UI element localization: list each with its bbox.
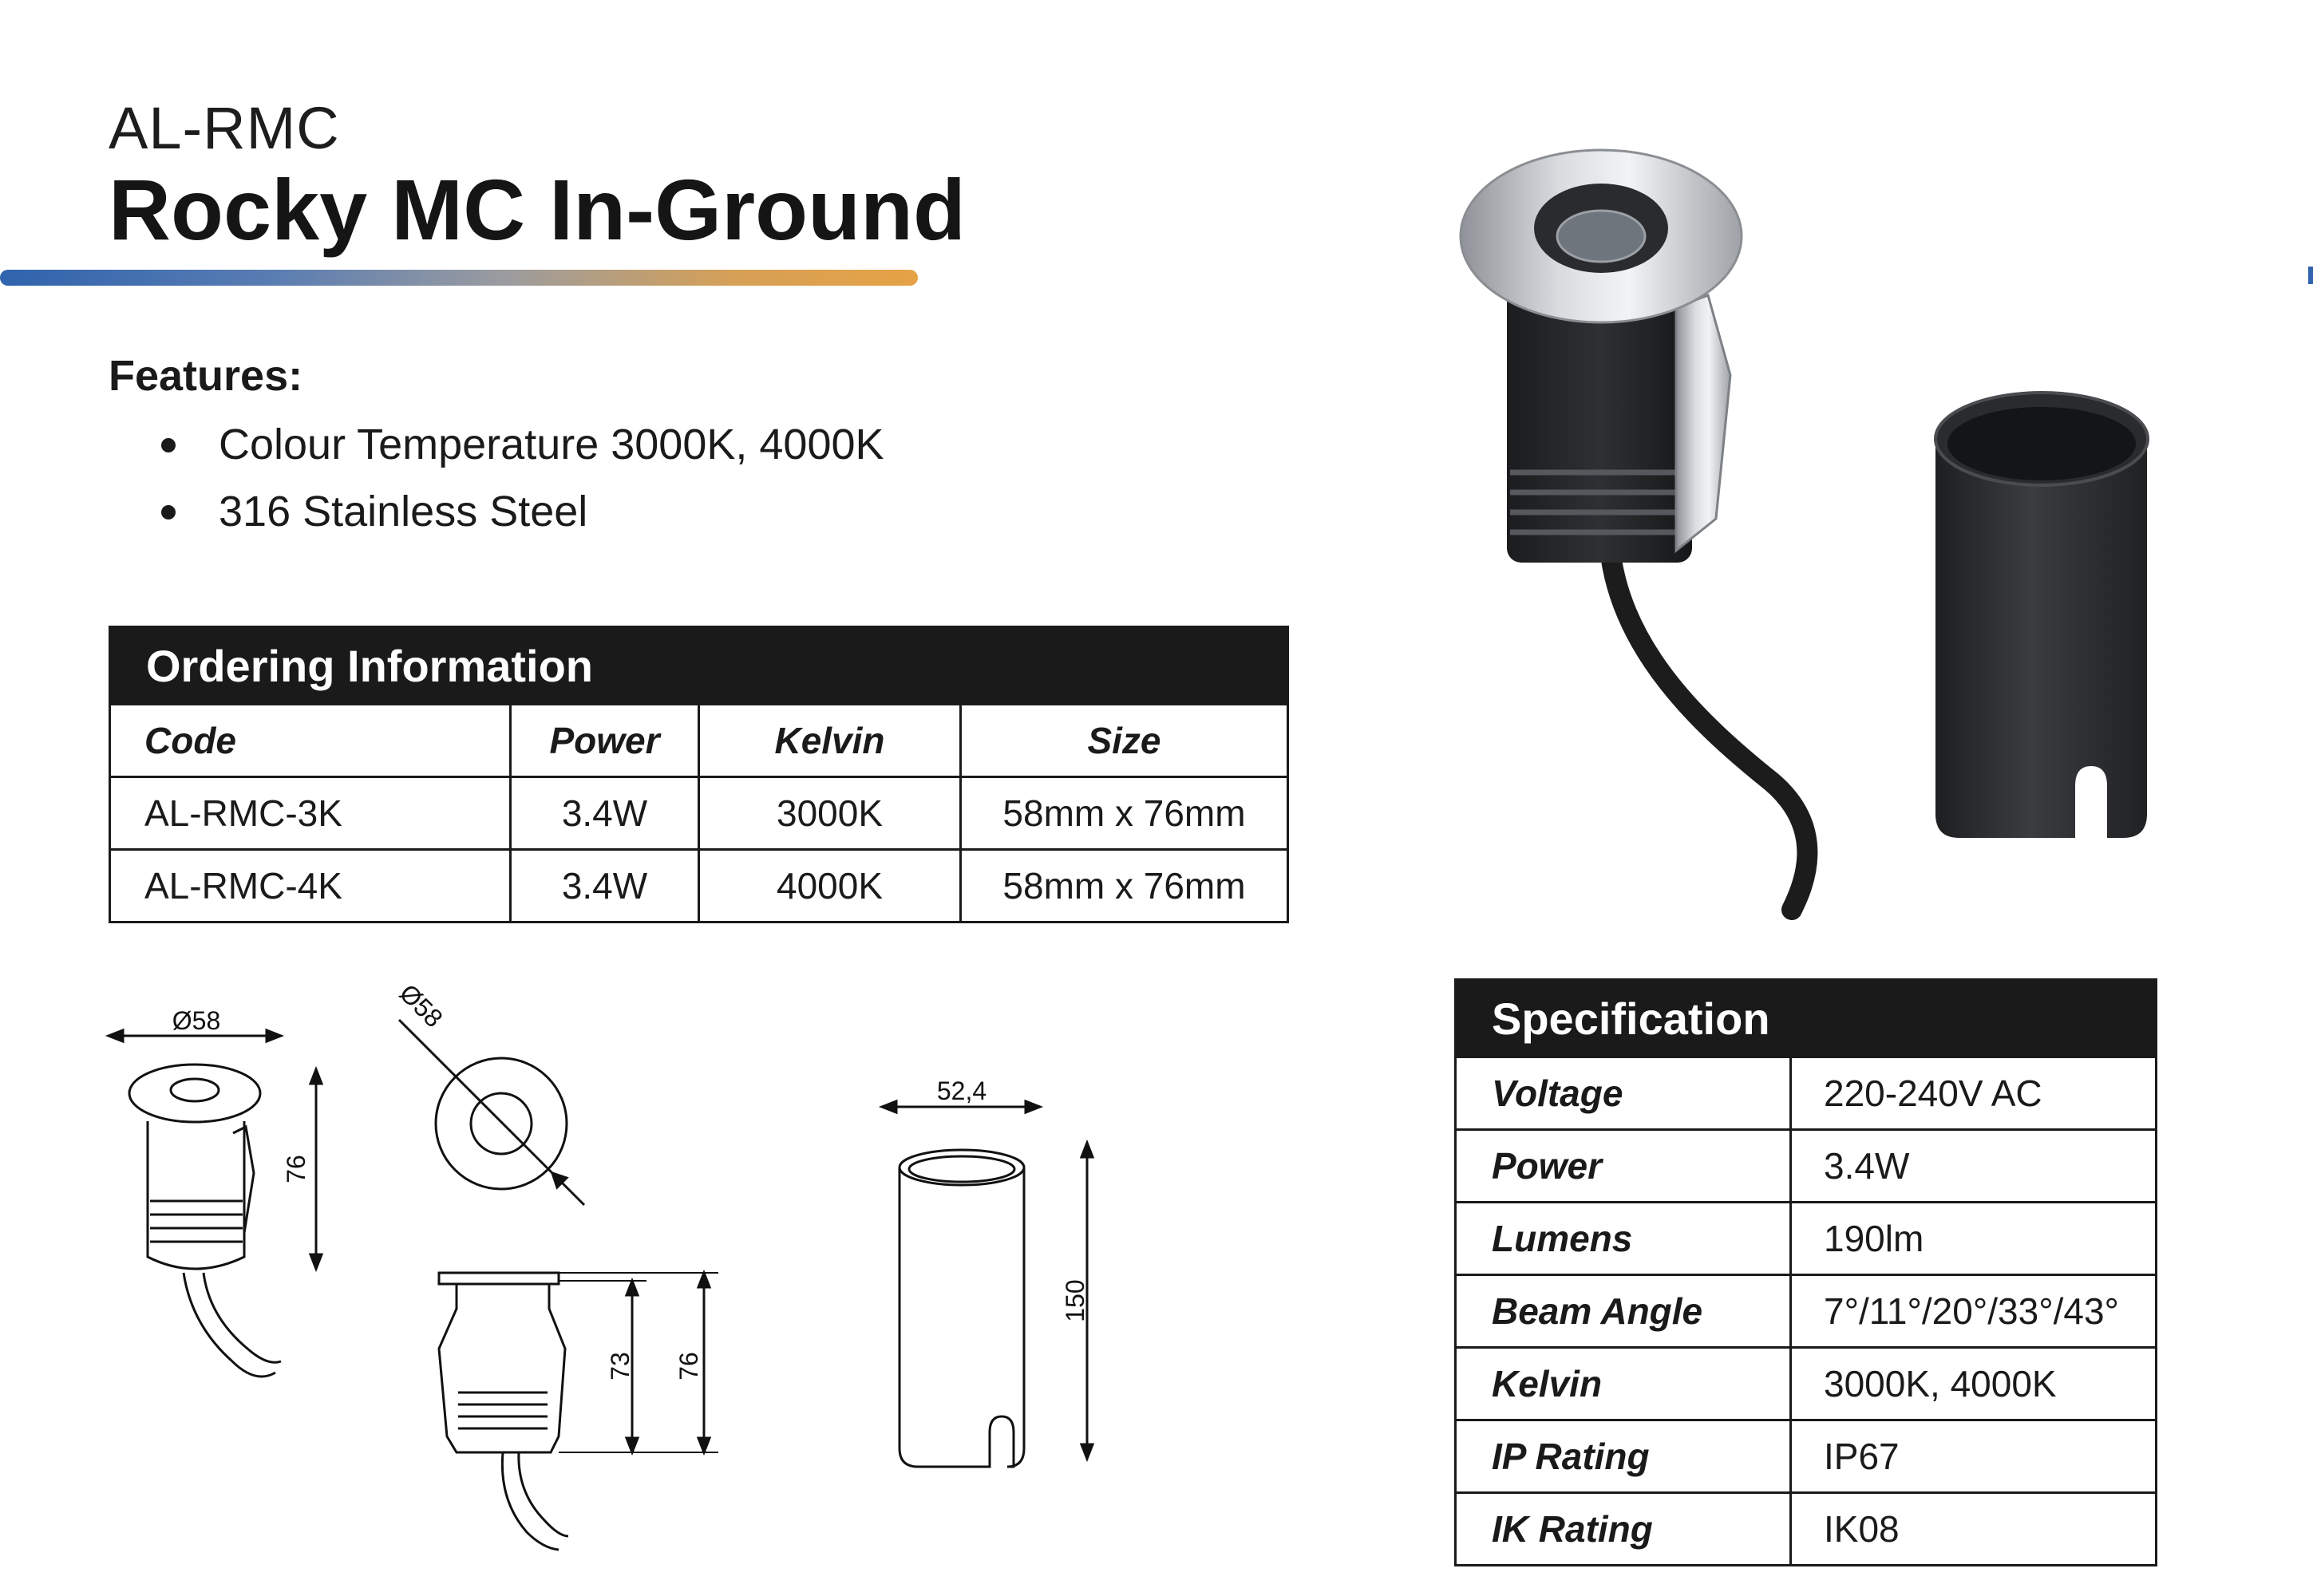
drawing-body-outline [148,1121,244,1269]
spec-value: IP67 [1791,1420,2157,1493]
drawing-fixture-sideview [439,1273,718,1550]
col-header: Power [511,705,699,777]
dim-label-dia-front: Ø58 [393,978,449,1033]
table-cell: AL-RMC-4K [110,850,511,922]
product-title: Rocky MC In-Ground [109,161,966,258]
drawing-fixture-isometric [109,1030,322,1377]
table-cell: 3.4W [511,777,699,850]
spec-label: Lumens [1456,1203,1791,1275]
spec-value: 220-240V AC [1791,1057,2157,1130]
dim-label-height-c: 76 [674,1352,703,1381]
feature-text: 316 Stainless Steel [219,488,588,535]
fixture-render [1461,150,1807,910]
drawing-side-body [439,1284,565,1452]
dim-label-sleeve-width: 52,4 [936,1077,987,1105]
drawing-flange [439,1273,559,1284]
sleeve-render [1935,393,2148,838]
drawing-sleeve-body [900,1167,1024,1467]
spec-label: Beam Angle [1456,1275,1791,1348]
fixture-body [1507,287,1692,563]
table-cell: 58mm x 76mm [961,777,1288,850]
fixture-lens [1557,211,1645,262]
spec-label: Power [1456,1130,1791,1203]
table-cell: 3.4W [511,850,699,922]
spec-value: 7°/11°/20°/33°/43° [1791,1275,2157,1348]
col-header: Code [110,705,511,777]
spec-label: Voltage [1456,1057,1791,1130]
table-cell: 4000K [699,850,961,922]
spec-label: IP Rating [1456,1420,1791,1493]
feature-text: Colour Temperature 3000K, 4000K [219,421,884,468]
fixture-clip [1676,295,1730,551]
drawing-fixture-topview [399,1020,584,1205]
spec-label: IK Rating [1456,1493,1791,1566]
spec-value: 3000K, 4000K [1791,1348,2157,1420]
features-heading: Features: [109,352,303,400]
dim-label-height-a: 76 [282,1155,310,1183]
table-cell: 3000K [699,777,961,850]
col-header: Kelvin [699,705,961,777]
sleeve-opening [1947,407,2136,480]
spec-value: 190lm [1791,1203,2157,1275]
product-code: AL-RMC [109,95,340,161]
dim-label-sleeve-height: 150 [1061,1279,1089,1322]
spec-value: 3.4W [1791,1130,2157,1203]
dim-label-height-b: 73 [606,1352,635,1381]
sleeve-body [1935,439,2147,838]
table-cell: 58mm x 76mm [961,850,1288,922]
dim-label-dia-top: Ø58 [172,1006,221,1035]
col-header: Size [961,705,1288,777]
drawing-bezel [129,1065,260,1122]
specification-title: Specification [1456,980,2157,1057]
spec-value: IK08 [1791,1493,2157,1566]
spec-label: Kelvin [1456,1348,1791,1420]
table-cell: AL-RMC-3K [110,777,511,850]
ordering-title: Ordering Information [110,627,1288,705]
